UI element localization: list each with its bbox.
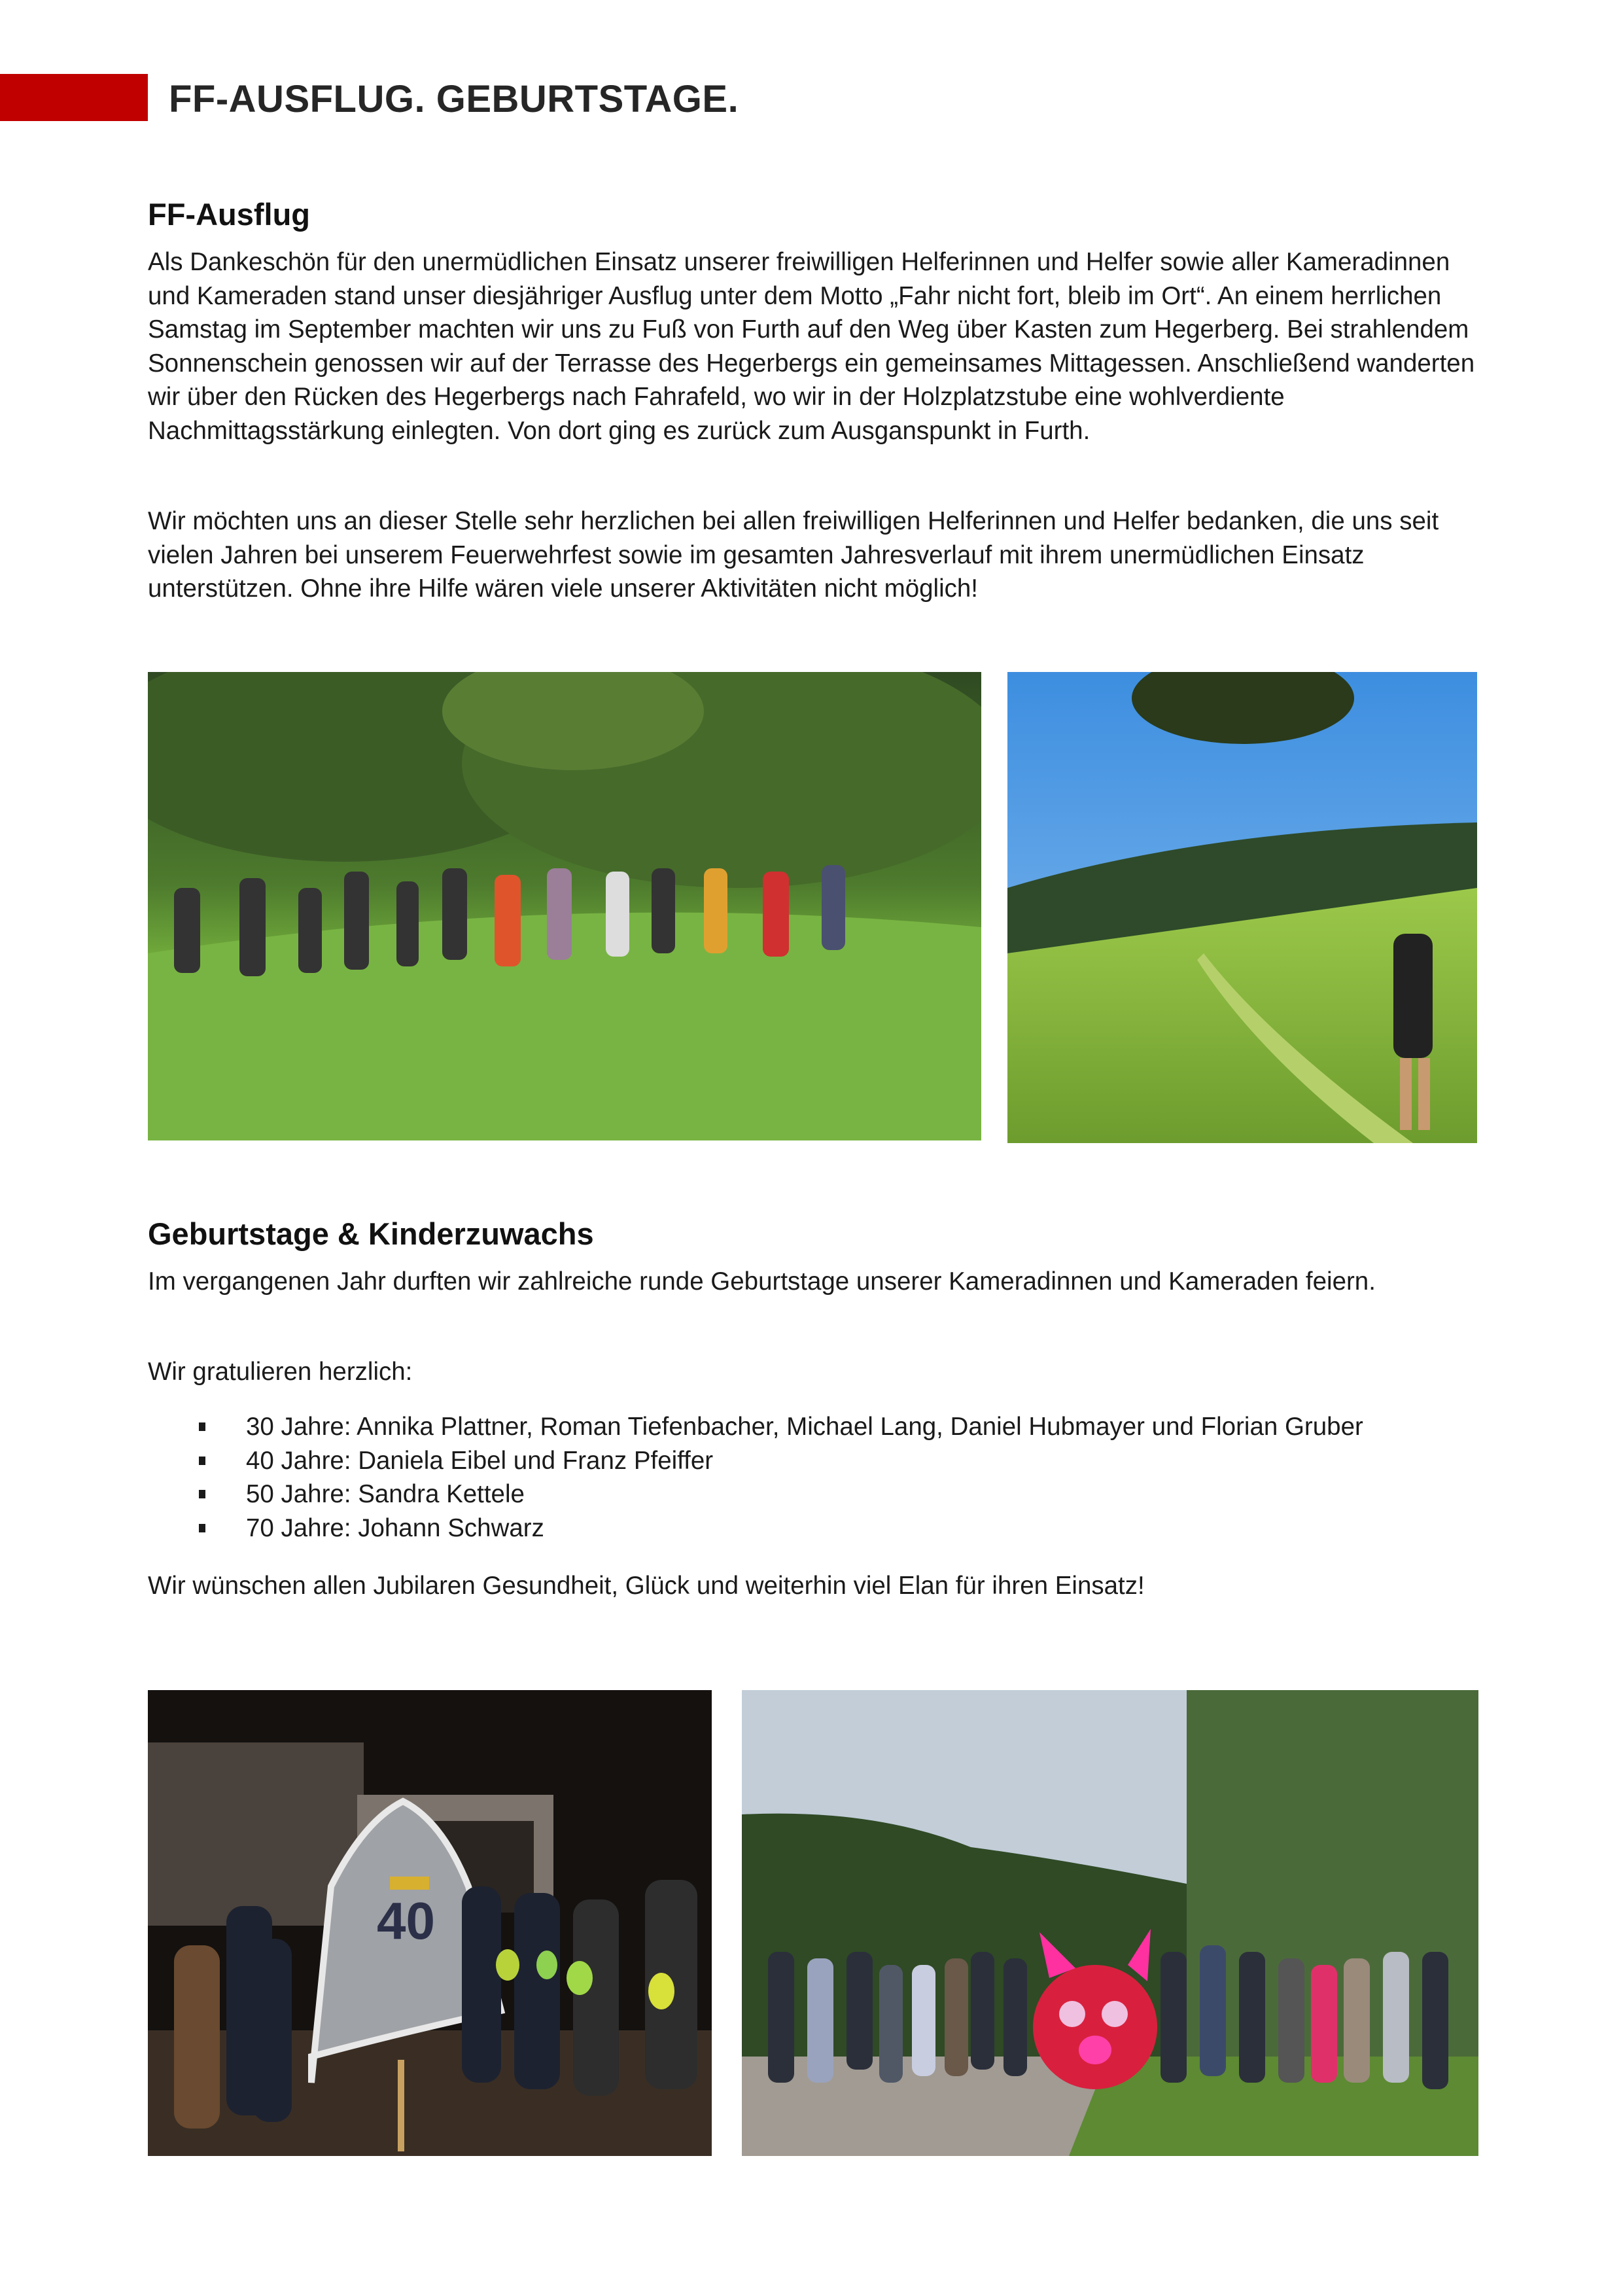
page-title: FF-AUSFLUG. GEBURTSTAGE. [169,78,739,120]
birthday-list-item [148,1410,1522,1444]
photo-hiking-group [148,672,981,1140]
photo-meadow-hiker [1007,672,1477,1143]
birthday-entry: 50 Jahre: Sandra Kettele [246,1480,525,1508]
section-heading-geburtstage: Geburtstage & Kinderzuwachs [148,1216,594,1251]
section-heading-ausflug: FF-Ausflug [148,197,310,232]
birthday-entry: 40 Jahre: Daniela Eibel und Franz Pfeiffer [246,1446,714,1475]
square-bullet-icon [199,1422,205,1431]
ausflug-paragraph-2: Wir möchten uns an dieser Stelle sehr herzlichen bei allen freiwilligen Helferinnen und Helfer bedanken, die uns seit vielen Jahren bei unserem Feuerwehrfest sowie im gesamten Jahresverlauf mit ihrem unermüdlichen Einsatz unterstützen. Ohne ihre Hilfe wären viele unserer Aktivitäten nicht möglich! [148,507,1439,603]
square-bullet-icon [199,1457,205,1465]
photo-birthday-pig-group [742,1690,1478,2156]
birthday-list-item [148,1511,1522,1545]
birthday-entry: 70 Jahre: Johann Schwarz [246,1513,544,1542]
square-bullet-icon [199,1524,205,1532]
square-bullet-icon [199,1490,205,1498]
birthday-list [148,1410,1522,1545]
birthday-list-item [148,1477,1522,1511]
ausflug-paragraph-1: Als Dankeschön für den unermüdlichen Einsatz unserer freiwilligen Helferinnen und Helfer sowie aller Kameradinnen und Kameraden stand unser diesjähriger Ausflug unter dem Motto „Fahr nicht fort, bleib im Ort“. An einem herrlichen Samstag im September machten wir uns zu Fuß von Furth auf den Weg über Kasten zum Hegerberg. Bei strahlendem Sonnenschein genossen wir auf der Terrasse des Hegerbergs ein gemeinsames Mittagessen. Anschließend wanderten wir über den Rücken des Hegerbergs nach Fahrafeld, wo wir in der Holzplatzstube eine wohlverdiente Nachmittagsstärkung einlegten. Von dort ging es zurück zum Ausganspunkt in Furth. [148,248,1475,445]
photo-birthday-helmet-night [148,1690,712,2156]
birthday-list-item [148,1444,1522,1478]
helmet-sign-number: 40 [377,1892,435,1950]
closing-text: Wir wünschen allen Jubilaren Gesundheit, Glück und weiterhin viel Elan für ihren Einsatz! [148,1572,1145,1600]
accent-bar [0,74,148,121]
birthday-entry: 30 Jahre: Annika Plattner, Roman Tiefenbacher, Michael Lang, Daniel Hubmayer und Florian Gruber [246,1413,1363,1441]
congrats-text: Wir gratulieren herzlich: [148,1358,413,1386]
geburtstage-intro: Im vergangenen Jahr durften wir zahlreiche runde Geburtstage unserer Kameradinnen und Kameraden feiern. [148,1267,1376,1296]
